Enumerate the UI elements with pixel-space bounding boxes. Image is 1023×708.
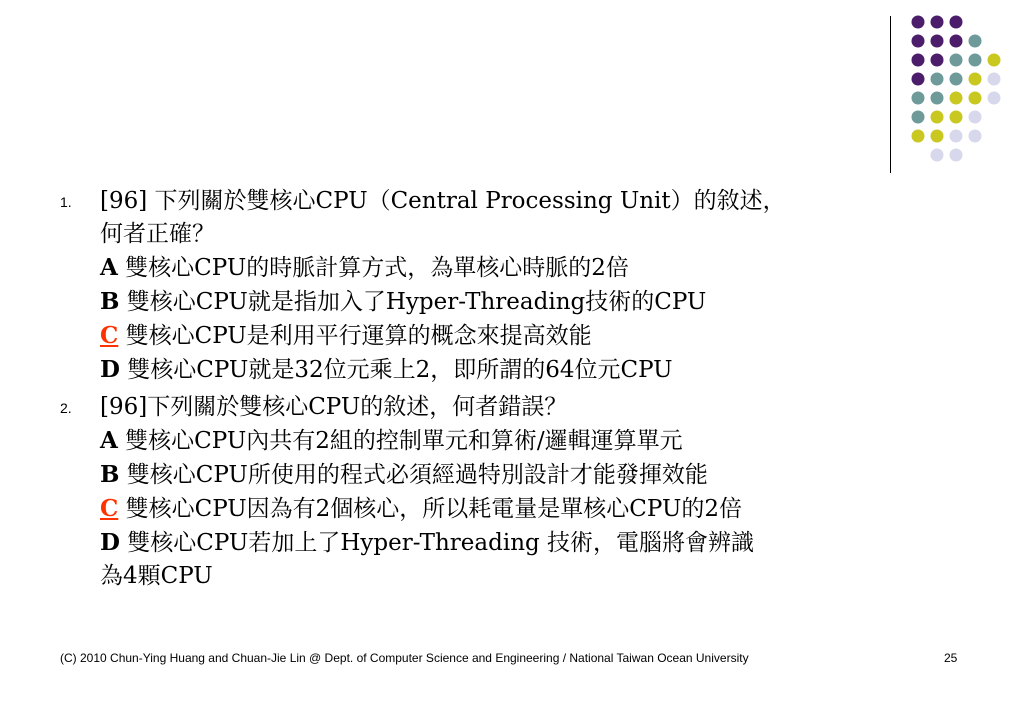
decorative-dot bbox=[969, 92, 982, 105]
option-letter: D bbox=[100, 356, 120, 383]
option-letter: A bbox=[100, 427, 118, 454]
decorative-dot bbox=[988, 73, 1001, 86]
option-text: 雙核心CPU就是指加入了Hyper-Threading技術的CPU bbox=[119, 289, 707, 315]
option-a bbox=[100, 424, 990, 458]
decorative-dot bbox=[931, 16, 944, 29]
decorative-dot bbox=[931, 111, 944, 124]
decorative-dot bbox=[969, 35, 982, 48]
decorative-dot bbox=[969, 73, 982, 86]
question-stem-line: [96]下列關於雙核心CPU的敘述，何者錯誤？ bbox=[100, 394, 568, 420]
decorative-dot bbox=[912, 111, 925, 124]
decorative-dot bbox=[988, 92, 1001, 105]
decorative-dot bbox=[950, 54, 963, 67]
decorative-dot bbox=[912, 35, 925, 48]
footer-credit: (C) 2010 Chun-Ying Huang and Chuan-Jie Lin @ Dept. of Computer Science and Engineering / National Taiwan Ocean University bbox=[60, 651, 749, 665]
decorative-dot bbox=[969, 130, 982, 143]
option-text: 雙核心CPU的時脈計算方式，為單核心時脈的2倍 bbox=[117, 255, 629, 281]
question-number: 2. bbox=[60, 400, 72, 416]
option-d bbox=[100, 353, 990, 387]
option-text: 雙核心CPU是利用平行運算的概念來提高效能 bbox=[118, 323, 592, 349]
question-stem-line: 何者正確？ bbox=[100, 221, 215, 247]
answer-option-letter: C bbox=[100, 322, 119, 349]
option-c bbox=[100, 319, 990, 353]
page-number: 25 bbox=[944, 651, 958, 665]
decorative-dot bbox=[912, 54, 925, 67]
option-letter: D bbox=[100, 529, 120, 556]
option-text: 雙核心CPU所使用的程式必須經過特別設計才能發揮效能 bbox=[119, 462, 708, 488]
option-c bbox=[100, 492, 990, 526]
decorative-dot bbox=[912, 16, 925, 29]
slide-content bbox=[60, 185, 990, 597]
decorative-dot bbox=[988, 54, 1001, 67]
decorative-dot bbox=[950, 35, 963, 48]
option-letter: B bbox=[100, 288, 120, 315]
decorative-dot bbox=[931, 73, 944, 86]
option-b bbox=[100, 285, 990, 319]
decorative-dot bbox=[950, 92, 963, 105]
question-2 bbox=[60, 391, 990, 593]
decorative-dot bbox=[950, 111, 963, 124]
option-d bbox=[100, 526, 990, 560]
question-stem-line: [96] 下列關於雙核心CPU（Central Processing Unit）的敘述， bbox=[100, 188, 786, 214]
option-text: 雙核心CPU若加上了Hyper-Threading 技術，電腦將會辨識 bbox=[119, 530, 755, 556]
option-letter: B bbox=[100, 461, 120, 488]
decorative-dot bbox=[969, 111, 982, 124]
question-number: 1. bbox=[60, 194, 72, 210]
decorative-dot bbox=[912, 130, 925, 143]
question-1 bbox=[60, 185, 990, 387]
decorative-dot bbox=[950, 16, 963, 29]
decorative-dot bbox=[912, 73, 925, 86]
decorative-dot bbox=[950, 130, 963, 143]
option-text: 雙核心CPU就是32位元乘上2，即所謂的64位元CPU bbox=[119, 357, 673, 383]
decorative-vertical-line bbox=[890, 16, 891, 173]
option-text: 雙核心CPU因為有2個核心，所以耗電量是單核心CPU的2倍 bbox=[118, 496, 742, 522]
option-a bbox=[100, 251, 990, 285]
option-text: 雙核心CPU內共有2組的控制單元和算術/邏輯運算單元 bbox=[117, 428, 683, 454]
option-letter: A bbox=[100, 254, 118, 281]
decorative-dot bbox=[931, 130, 944, 143]
decorative-dot bbox=[969, 54, 982, 67]
decorative-dot bbox=[950, 73, 963, 86]
decorative-dot bbox=[931, 92, 944, 105]
option-b bbox=[100, 458, 990, 492]
answer-option-letter: C bbox=[100, 495, 119, 522]
decorative-dot bbox=[931, 54, 944, 67]
decorative-dot bbox=[950, 149, 963, 162]
decorative-dot bbox=[931, 35, 944, 48]
option-d-continuation: 為4顆CPU bbox=[100, 563, 213, 589]
decorative-dot bbox=[912, 92, 925, 105]
decorative-dot bbox=[931, 149, 944, 162]
